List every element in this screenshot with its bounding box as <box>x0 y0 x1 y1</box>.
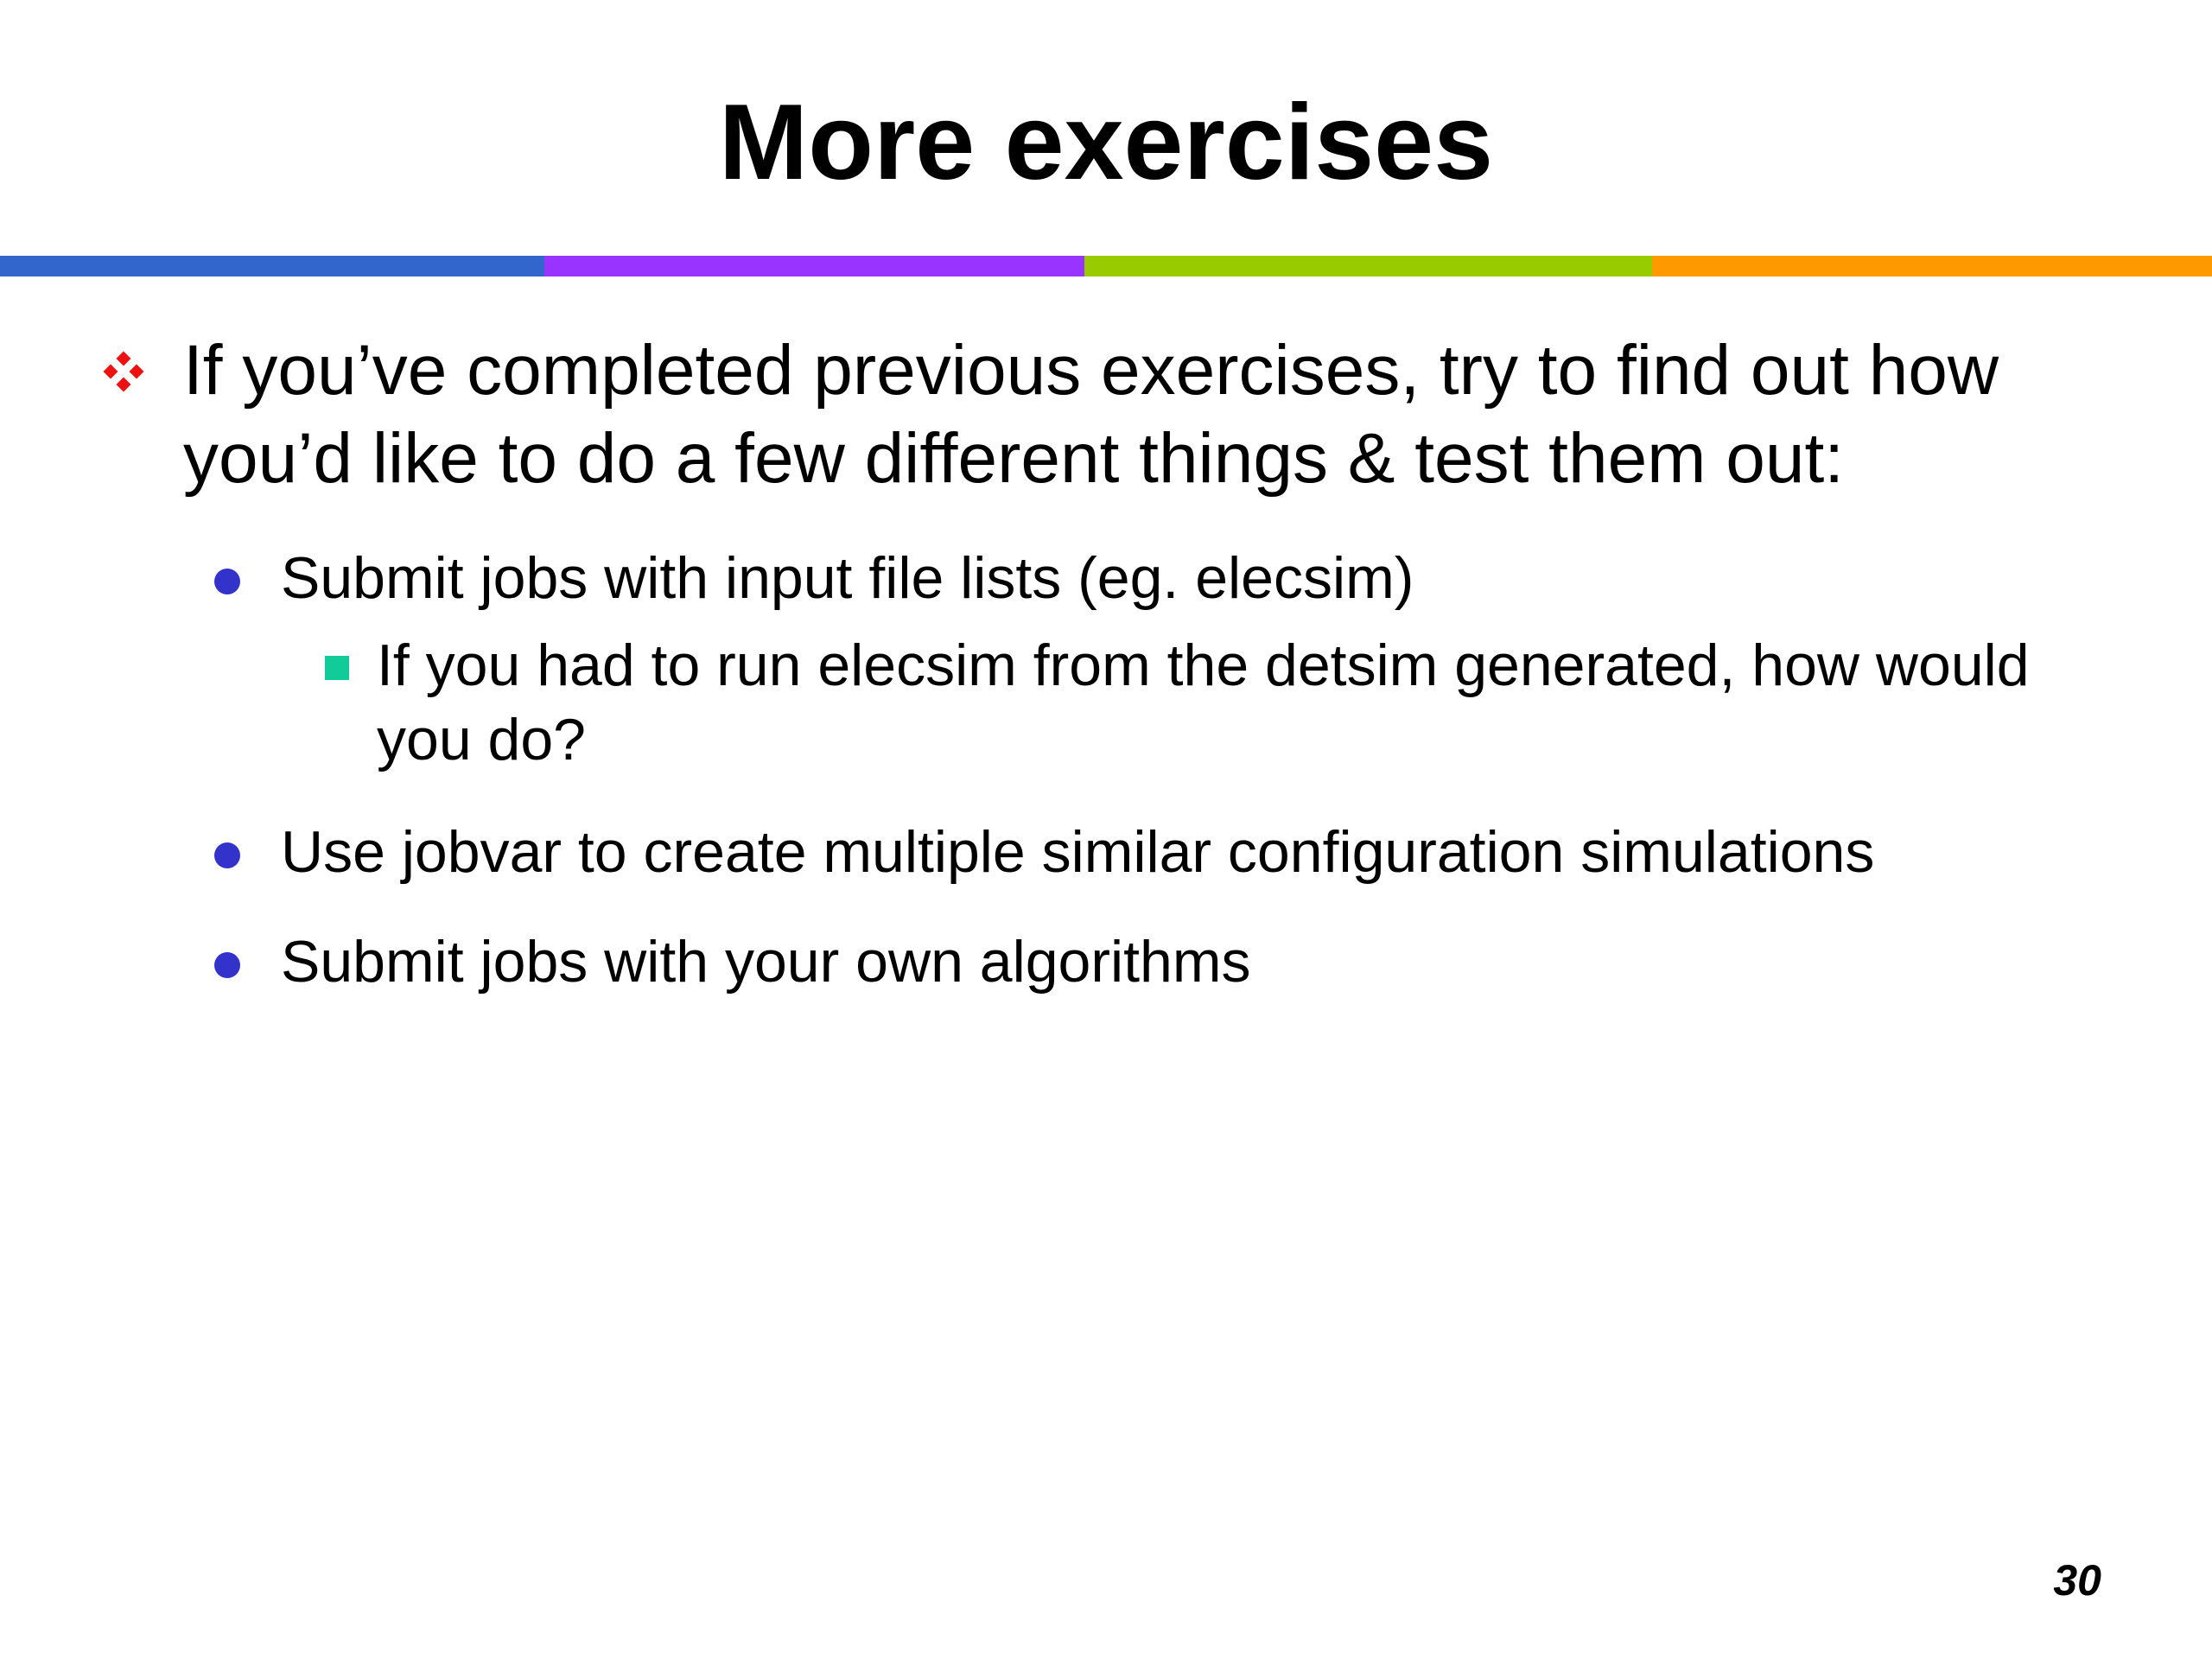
slide-title: More exercises <box>718 83 1494 202</box>
sub-bullet-text-2: Use jobvar to create multiple similar configuration simulations <box>281 819 1875 885</box>
page-number: 30 <box>2053 1556 2101 1605</box>
color-bar-segment-blue <box>0 256 544 276</box>
diamond-bullet-icon <box>102 350 145 393</box>
circle-bullet-icon <box>214 952 240 978</box>
title-color-bar <box>0 256 2212 276</box>
sub-bullet-text-1: Submit jobs with input file lists (eg. elecsim) <box>281 545 1414 611</box>
circle-bullet-icon <box>214 842 240 868</box>
main-bullet-text: If you’ve completed previous exercises, try to find out how you’d like to do a few different things & test them out: <box>183 331 1999 498</box>
circle-bullet-icon <box>214 569 240 594</box>
color-bar-segment-orange <box>1652 256 2212 276</box>
sub-sub-bullet-text: If you had to run elecsim from the detsim generated, how would you do? <box>377 632 2030 772</box>
color-bar-segment-purple <box>544 256 1084 276</box>
sub-bullet-text-3: Submit jobs with your own algorithms <box>281 929 1251 995</box>
square-bullet-icon <box>325 656 349 680</box>
color-bar-segment-green <box>1084 256 1652 276</box>
